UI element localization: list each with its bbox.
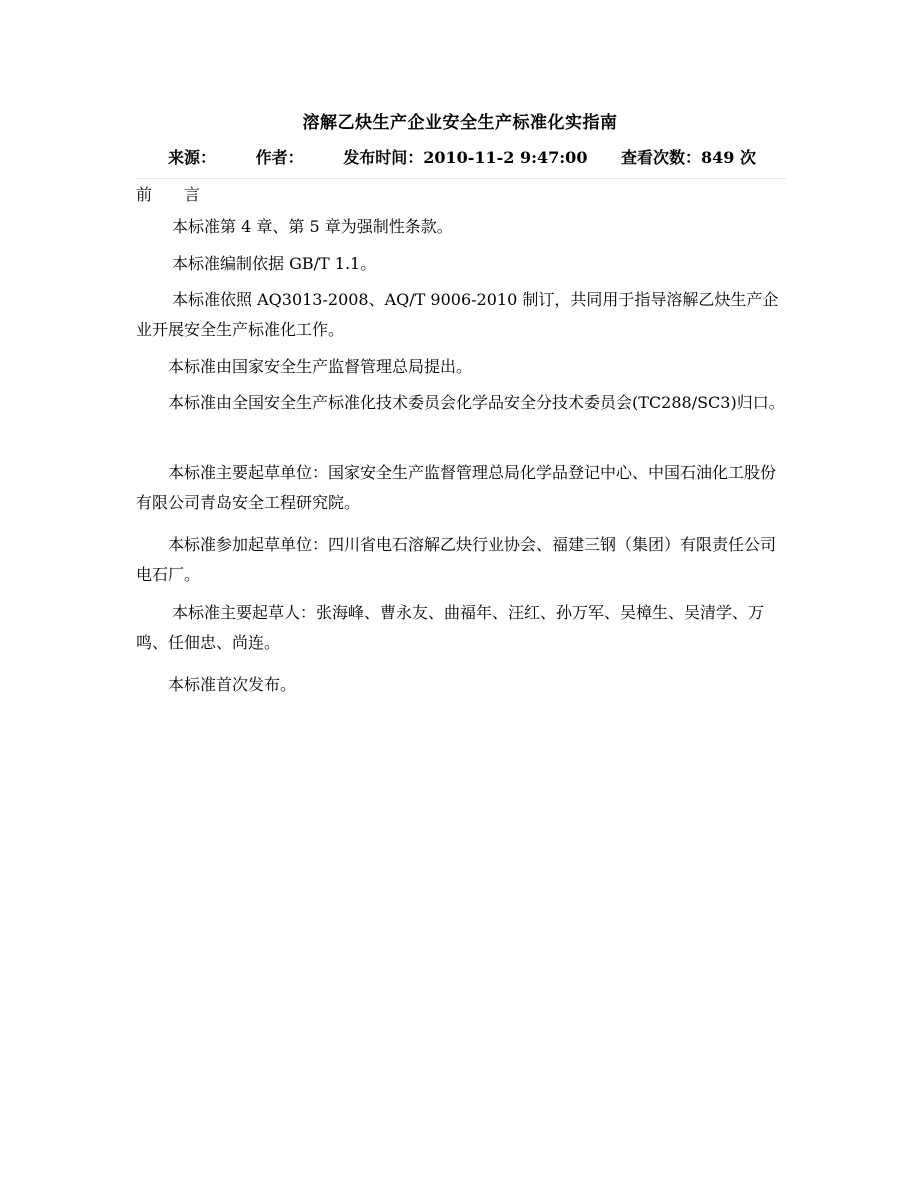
paragraph-main-drafting-units: 本标准主要起草单位：国家安全生产监督管理总局化学品登记中心、中国石油化工股份有限公司青岛安全工程研究院。 bbox=[136, 463, 777, 512]
paragraph-basis: 本标准编制依据 GB/T 1.1。 bbox=[172, 254, 377, 273]
paragraph-participating-units: 本标准参加起草单位：四川省电石溶解乙炔行业协会、福建三钢（集团）有限责任公司电石厂。 bbox=[136, 535, 777, 584]
meta-author: 作者： bbox=[255, 148, 304, 167]
meta-divider bbox=[136, 178, 786, 179]
paragraph-reference-standards: 本标准依照 AQ3013-2008、AQ/T 9006-2010 制订，共同用于指导溶解乙炔生产企业开展安全生产标准化工作。 bbox=[136, 290, 779, 339]
section-heading: 前 言 bbox=[136, 185, 201, 204]
paragraph-centralized-by: 本标准由全国安全生产标准化技术委员会化学品安全分技术委员会(TC288/SC3)归口。 bbox=[168, 393, 785, 412]
paragraph-first-release: 本标准首次发布。 bbox=[168, 675, 297, 694]
paragraph-main-drafters: 本标准主要起草人：张海峰、曹永友、曲福年、汪红、孙万军、吴樟生、吴清学、万鸣、任佃忠、尚连。 bbox=[136, 603, 765, 652]
paragraph-proposed-by: 本标准由国家安全生产监督管理总局提出。 bbox=[168, 357, 473, 376]
page-title: 溶解乙炔生产企业安全生产标准化实指南 bbox=[302, 113, 618, 133]
article-meta bbox=[168, 145, 756, 168]
meta-source: 来源： bbox=[168, 148, 217, 167]
meta-views: 查看次数：849 次 bbox=[621, 148, 757, 167]
paragraph-mandatory-clauses: 本标准第 4 章、第 5 章为强制性条款。 bbox=[172, 217, 453, 236]
meta-published: 发布时间：2010-11-2 9:47:00 bbox=[343, 148, 588, 167]
